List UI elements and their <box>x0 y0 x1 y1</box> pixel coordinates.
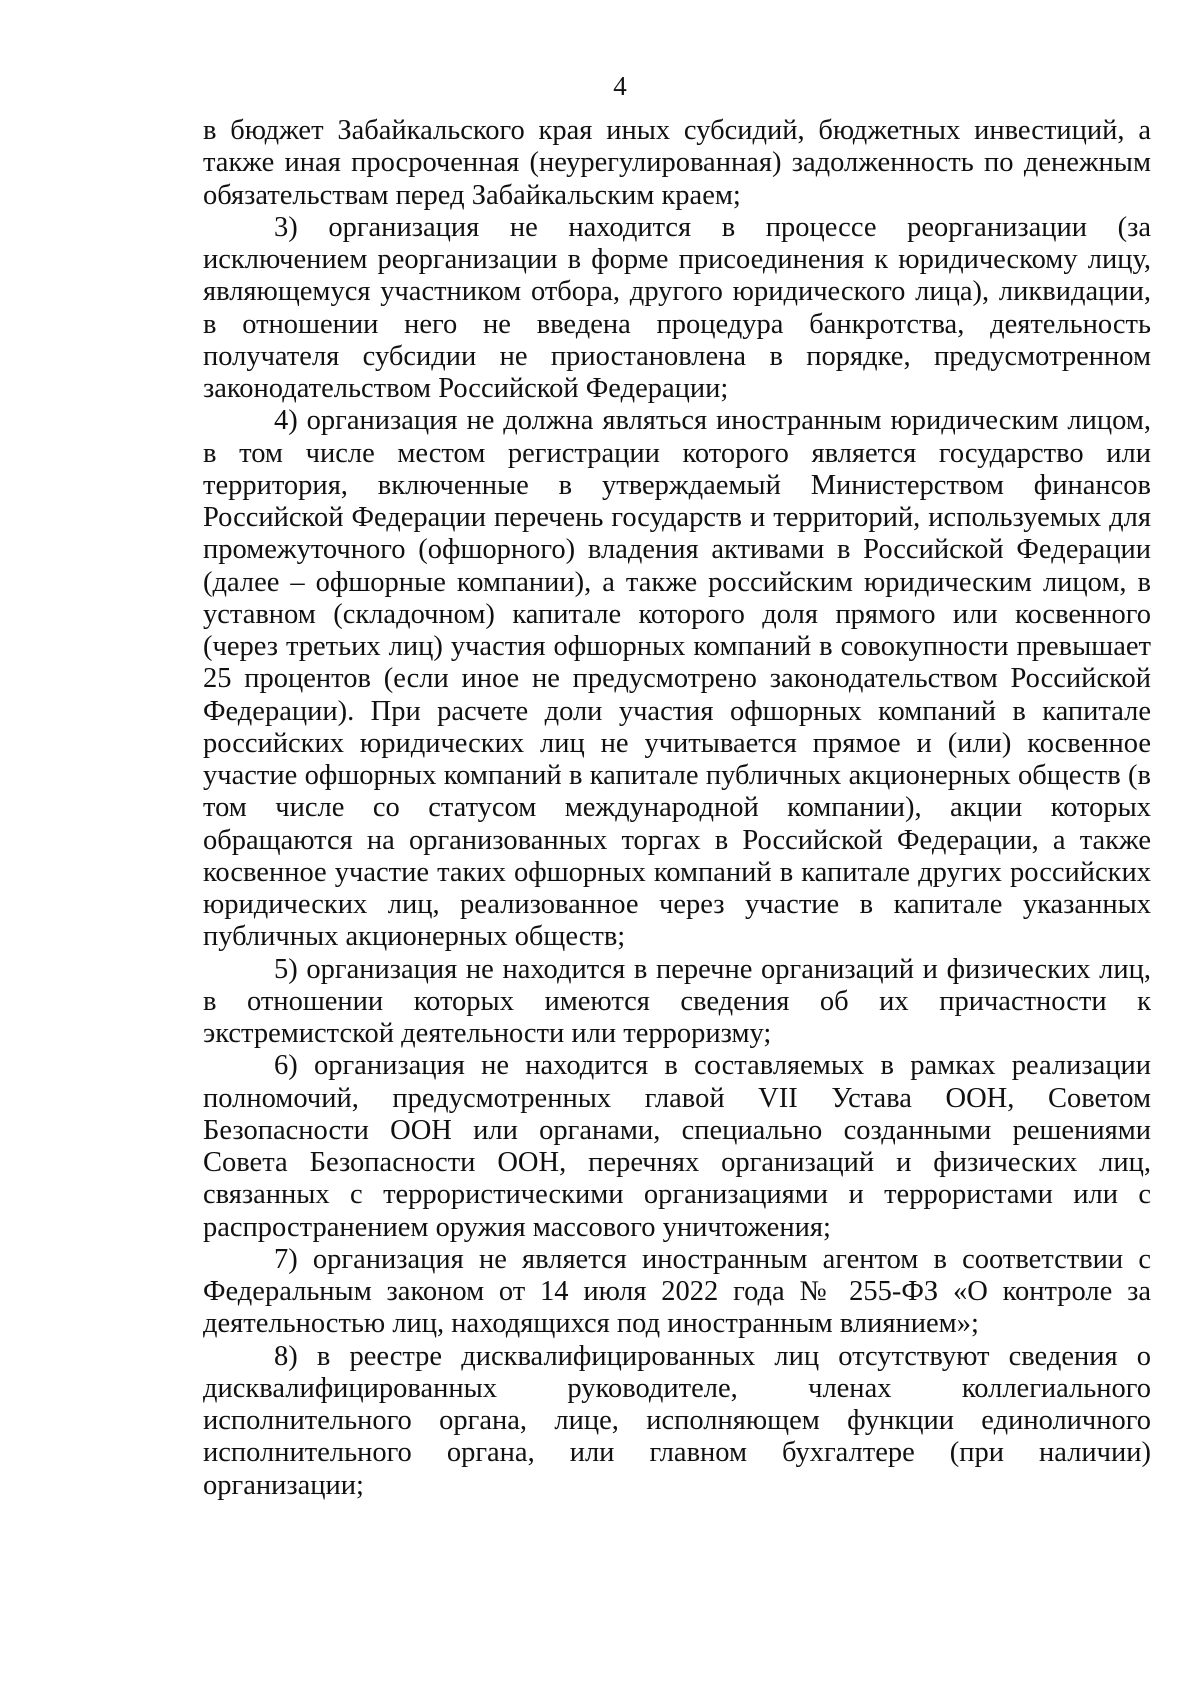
paragraph-item-7: 7) организация не является иностранным агентом в соответствии с Федеральным законом от 14 июля 2022 года № 255-ФЗ «О контроле за деятельностью лиц, находящихся под иностранным влиянием»; <box>203 1243 1151 1340</box>
document-body <box>203 115 1151 1502</box>
paragraph-item-5: 5) организация не находится в перечне организаций и физических лиц, в отношении которых имеются сведения об их причастности к экстремистской деятельности или терроризму; <box>203 953 1151 1049</box>
paragraph-item-6: 6) организация не находится в составляемых в рамках реализации полномочий, предусмотренных главой VII Устава ООН, Советом Безопасности ООН или органами, специально созданными решениями Совета Безопасности ООН, перечнях организаций и физических лиц, связанных с террористическими организациями и террористами или с распространением оружия массового уничтожения; <box>203 1050 1151 1243</box>
paragraph-continuation: в бюджет Забайкальского края иных субсидий, бюджетных инвестиций, а также иная просроченная (неурегулированная) задолженность по денежным обязательствам перед Забайкальским краем; <box>203 115 1151 211</box>
page-number: 4 <box>613 71 627 101</box>
paragraph-item-8: 8) в реестре дисквалифицированных лиц отсутствуют сведения о дисквалифицированных руководителе, членах коллегиального исполнительного органа, лице, исполняющем функции единоличного исполнительного органа, или главном бухгалтере (при наличии) организации; <box>203 1340 1151 1501</box>
paragraph-item-3: 3) организация не находится в процессе реорганизации (за исключением реорганизации в форме присоединения к юридическому лицу, являющемуся участником отбора, другого юридического лица), ликвидации, в отношении него не введена процедура банкротства, деятельность получателя субсидии не приостановлена в порядке, предусмотренном законодательством Российской Федерации; <box>203 211 1151 404</box>
paragraph-item-4: 4) организация не должна являться иностранным юридическим лицом, в том числе местом регистрации которого является государство или территория, включенные в утверждаемый Министерством финансов Российской Федерации перечень государств и территорий, используемых для промежуточного (офшорного) владения активами в Российской Федерации (далее – офшорные компании), а также российским юридическим лицом, в уставном (складочном) капитале которого доля прямого или косвенного (через третьих лиц) участия офшорных компаний в совокупности превышает 25 процентов (если иное не предусмотрено законодательством Российской Федерации). При расчете доли участия офшорных компаний в капитале российских юридических лиц не учитывается прямое и (или) косвенное участие офшорных компаний в капитале публичных акционерных обществ (в том числе со статусом международной компании), акции которых обращаются на организованных торгах в Российской Федерации, а также косвенное участие таких офшорных компаний в капитале других российских юридических лиц, реализованное через участие в капитале указанных публичных акционерных обществ; <box>203 405 1151 953</box>
